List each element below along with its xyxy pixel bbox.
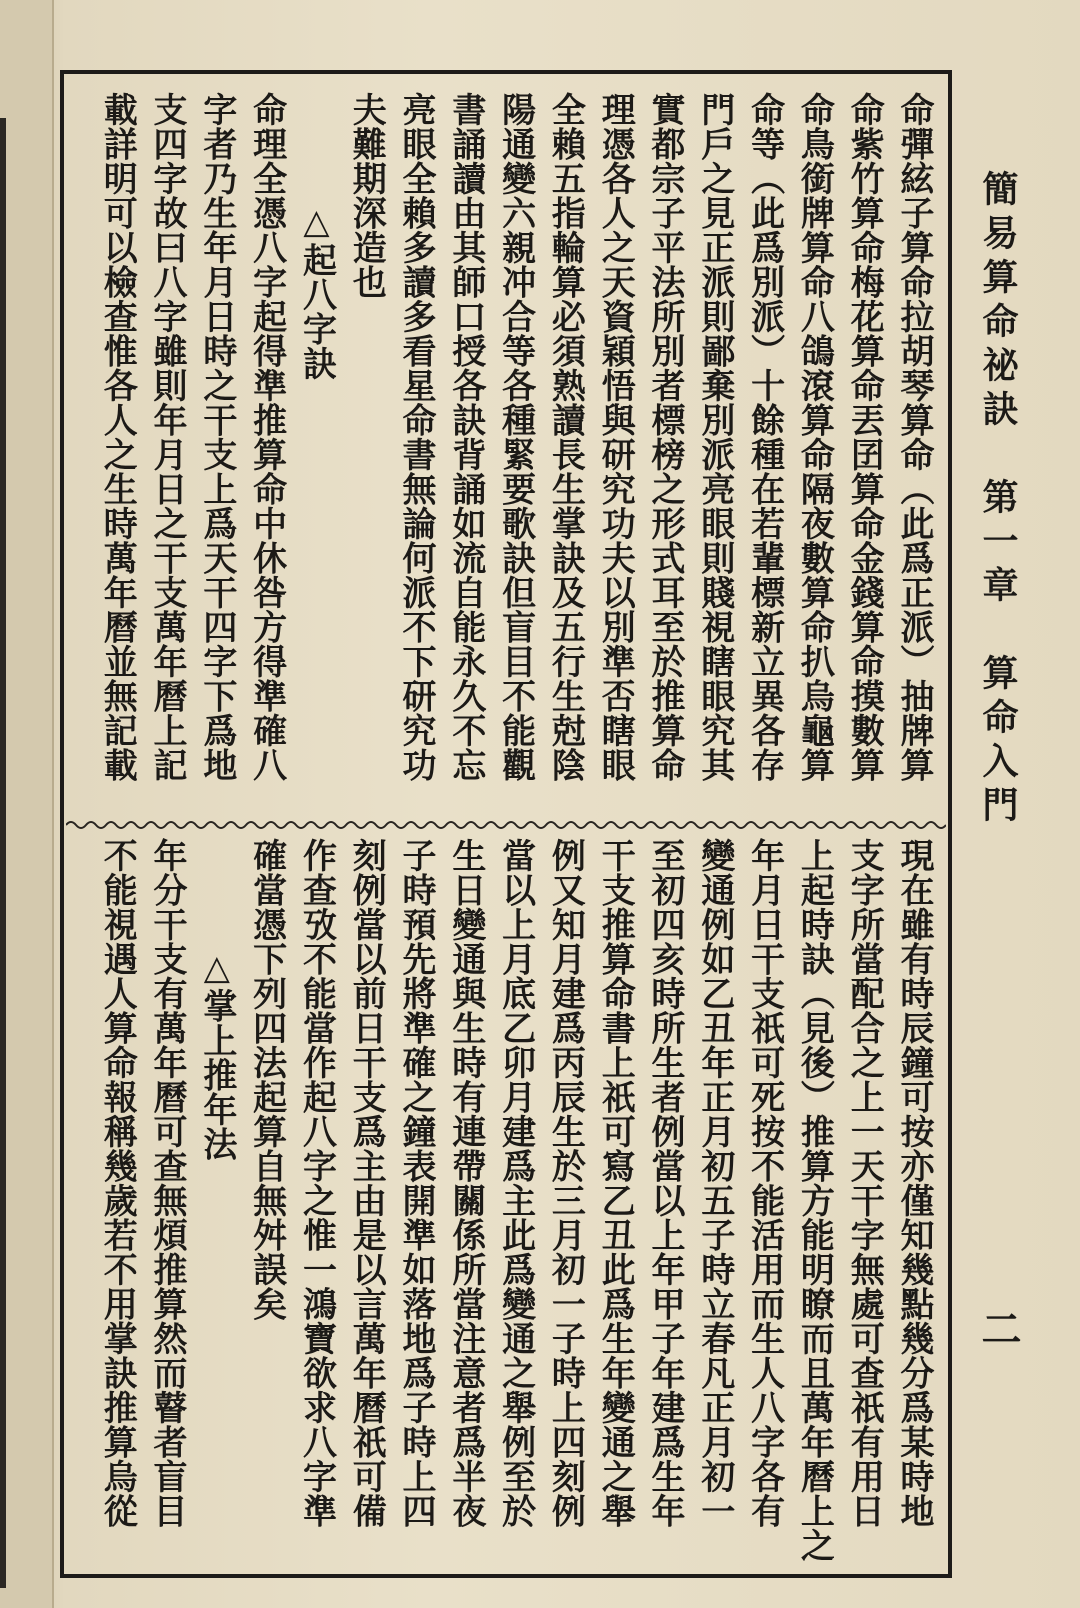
text-column: 上起時訣（見後）推算方能明瞭而且萬年曆上之 bbox=[794, 838, 835, 1563]
text-column: 至初四亥時所生者例當以上年甲子年建爲生年 bbox=[645, 838, 686, 1528]
text-column: 載詳明可以檢查惟各人之生時萬年曆並無記載 bbox=[97, 92, 138, 782]
adjacent-page-edge bbox=[0, 0, 54, 1608]
text-column: 作查攷不能當作起八字之惟一鴻寶欲求八字準 bbox=[296, 838, 337, 1528]
page-number: 二 bbox=[975, 1308, 1022, 1348]
text-column: 命等（此爲別派）十餘種在若輩標新立異各存 bbox=[744, 92, 785, 782]
text-column: 干支推算命書上祇可寫乙丑此爲生年變通之舉 bbox=[595, 838, 636, 1528]
text-column: 支四字故曰八字雖則年月日之干支萬年曆上記 bbox=[147, 92, 188, 782]
wavy-divider bbox=[66, 818, 946, 832]
text-column: 理憑各人之天資穎悟與研究功夫以別準否瞎眼 bbox=[595, 92, 636, 782]
text-column: 變通例如乙丑年正月初五子時立春凡正月初一 bbox=[694, 838, 735, 1528]
text-column: 字者乃生年月日時之干支上爲天干四字下爲地 bbox=[196, 92, 237, 782]
text-column: 當以上月底乙卯月建爲主此爲變通之舉例至於 bbox=[495, 838, 536, 1528]
text-column: 門戶之見正派則鄙棄別派亮眼則賤視瞎眼究其 bbox=[694, 92, 735, 782]
text-column: 年月日干支祇可死按不能活用而生人八字各有 bbox=[744, 838, 785, 1528]
running-header: 簡易算命祕訣 第一章 算命入門 bbox=[977, 170, 1019, 830]
text-column: 命彈絃子算命拉胡琴算命（此爲正派）抽牌算 bbox=[894, 92, 934, 782]
text-column: 刻例當以前日干支爲主由是以言萬年曆祇可備 bbox=[346, 838, 387, 1528]
text-column: 不能視遇人算命報稱幾歲若不用掌訣推算烏從 bbox=[97, 838, 138, 1528]
text-column: 夫難期深造也 bbox=[346, 92, 387, 299]
text-column: 子時預先將準確之鐘表開準如落地爲子時上四 bbox=[396, 838, 437, 1528]
text-column: 實都宗子平法所別者標榜之形式耳至於推算命 bbox=[645, 92, 686, 782]
bottom-text-block bbox=[76, 838, 938, 1566]
text-column: 例又知月建爲丙辰生於三月初一子時上四刻例 bbox=[545, 838, 586, 1528]
text-column: 年分干支有萬年曆可查無煩推算然而瞽者盲目 bbox=[147, 838, 188, 1528]
text-column: 命紫竹算命梅花算命丟囝算命金錢算命摸數算 bbox=[844, 92, 885, 782]
top-text-block bbox=[76, 92, 938, 810]
text-column: 確當憑下列四法起算自無舛誤矣 bbox=[246, 838, 287, 1321]
text-column: 書誦讀由其師口授各訣背誦如流自能永久不忘 bbox=[445, 92, 486, 782]
text-column: 亮眼全賴多讀多看星命書無論何派不下研究功 bbox=[396, 92, 437, 782]
section-heading: △掌上推年法 bbox=[196, 948, 237, 1161]
adjacent-page-border bbox=[0, 118, 6, 1588]
text-column: 現在雖有時辰鐘可按亦僅知幾點幾分爲某時地 bbox=[894, 838, 934, 1528]
section-heading: △起八字訣 bbox=[296, 202, 337, 381]
text-column: 支字所當配合之上一天干字無處可查祇有用日 bbox=[844, 838, 885, 1528]
text-column: 生日變通與生時有連帶關係所當注意者爲半夜 bbox=[445, 838, 486, 1528]
text-column: 陽通變六親冲合等各種緊要歌訣但盲目不能觀 bbox=[495, 92, 536, 782]
text-column: 命理全憑八字起得準推算命中休咎方得準確八 bbox=[246, 92, 287, 782]
text-column: 全賴五指輪算必須熟讀長生掌訣及五行生尅陰 bbox=[545, 92, 586, 782]
text-column: 命鳥銜牌算命八鴿滾算命隔夜數算命扒烏龜算 bbox=[794, 92, 835, 782]
